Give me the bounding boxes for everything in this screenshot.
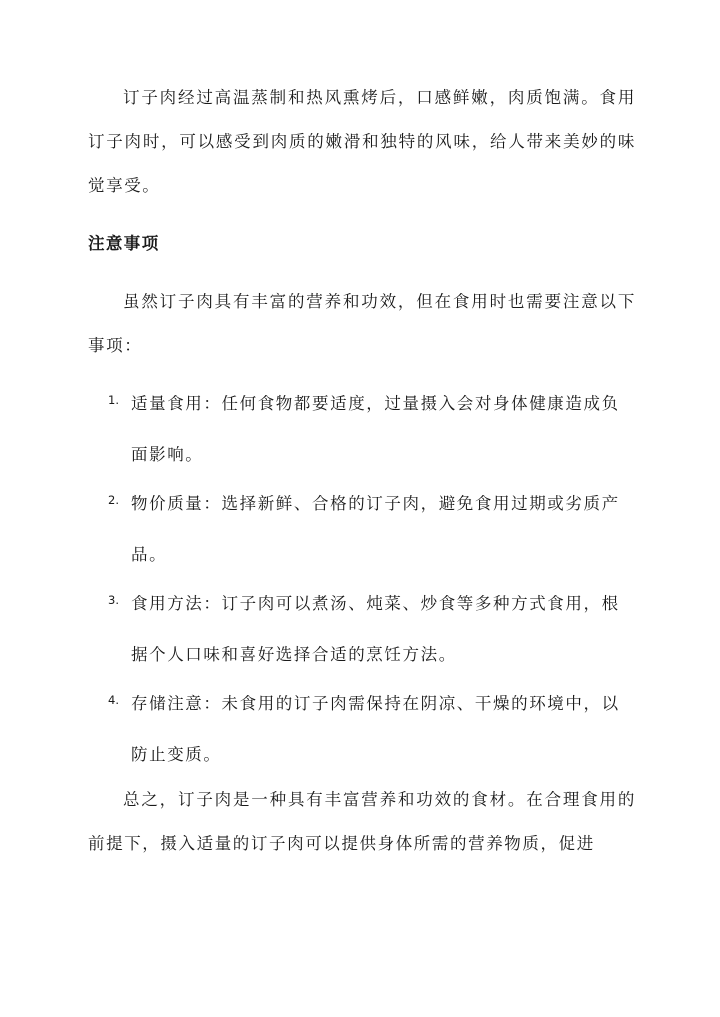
notes-intro-paragraph: 虽然订子肉具有丰富的营养和功效，但在食用时也需要注意以下事项：: [88, 292, 636, 355]
list-item: [0, 478, 720, 578]
list-number: 3.: [108, 593, 119, 607]
list-item-text: 适量食用：任何食物都要适度，过量摄入会对身体健康造成负面影响。: [131, 394, 620, 464]
list-item-text: 存储注意：未食用的订子肉需保持在阴凉、干燥的环境中，以防止变质。: [131, 694, 620, 764]
list-number: 1.: [108, 393, 119, 407]
intro-paragraph: 订子肉经过高温蒸制和热风熏烤后，口感鲜嫩，肉质饱满。食用订子肉时，可以感受到肉质的嫩滑和独特的风味，给人带来美妙的味觉享受。: [88, 88, 636, 195]
list-item: [0, 578, 720, 678]
list-item-text: 物价质量：选择新鲜、合格的订子肉，避免食用过期或劣质产品。: [131, 494, 620, 564]
list-number: 2.: [108, 493, 119, 507]
list-item: [0, 678, 720, 778]
list-item-text: 食用方法：订子肉可以煮汤、炖菜、炒食等多种方式食用，根据个人口味和喜好选择合适的烹饪方法。: [131, 594, 620, 664]
conclusion-paragraph: 总之，订子肉是一种具有丰富营养和功效的食材。在合理食用的前提下，摄入适量的订子肉可以提供身体所需的营养物质，促进: [88, 790, 636, 853]
list-number: 4.: [108, 693, 119, 707]
list-item: [0, 378, 720, 478]
section-heading: 注意事项: [88, 234, 160, 253]
